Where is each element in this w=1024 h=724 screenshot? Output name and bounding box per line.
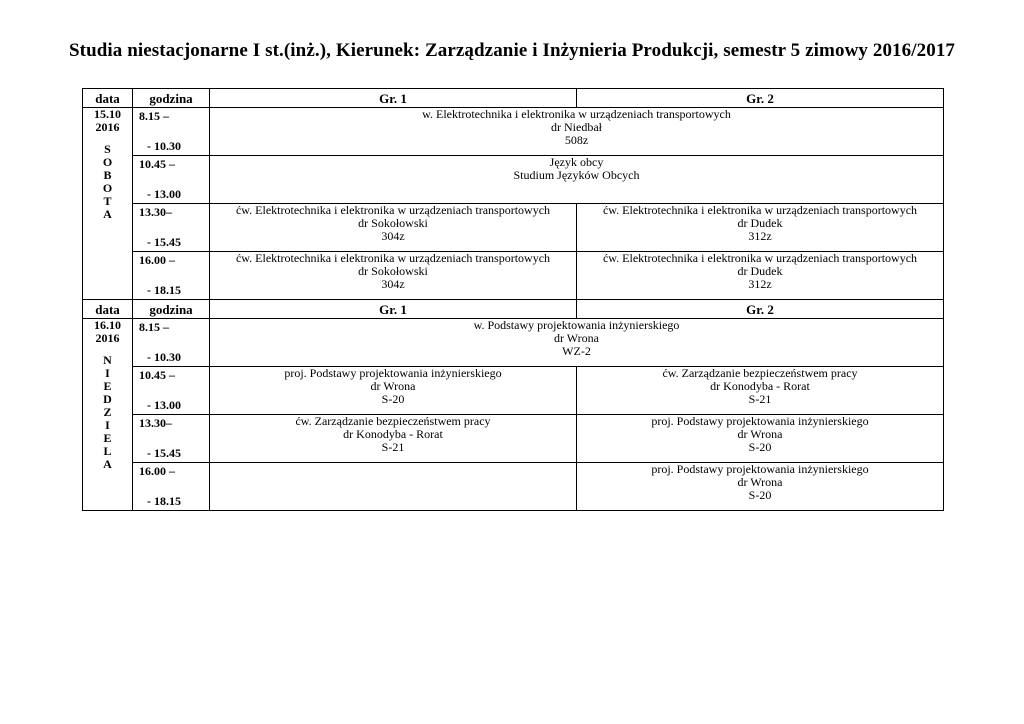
weekday-letter: I: [105, 418, 110, 432]
weekday-vertical: [83, 143, 132, 221]
class-line-1: Studium Języków Obcych: [513, 168, 640, 182]
g2-line-2: 312z: [748, 277, 772, 291]
class-cell-group-1: [210, 415, 577, 463]
header-time: godzina: [133, 89, 210, 108]
g1-line-2: 304z: [381, 277, 405, 291]
g2-line-0: ćw. Zarządzanie bezpieczeństwem pracy: [662, 366, 858, 380]
time-cell: [133, 108, 210, 156]
class-cell-group-2: [577, 204, 944, 252]
time-start: 8.15 –: [139, 320, 169, 334]
weekday-letter: O: [102, 155, 113, 169]
time-start: 13.30–: [139, 205, 172, 219]
date-cell: [83, 108, 133, 300]
g1-line-0: proj. Podstawy projektowania inżynierskiego: [284, 366, 502, 380]
g1-line-1: dr Sokołowski: [358, 264, 428, 278]
g2-line-0: ćw. Elektrotechnika i elektronika w urządzeniach transportowych: [602, 251, 918, 265]
schedule-table: [82, 88, 944, 511]
weekday-letter: A: [103, 207, 112, 221]
weekday-letter: B: [103, 168, 112, 182]
class-cell-group-1: [210, 204, 577, 252]
g1-line-0: ćw. Elektrotechnika i elektronika w urządzeniach transportowych: [235, 203, 551, 217]
class-line-2: WZ-2: [562, 344, 591, 358]
weekday-vertical: [83, 354, 132, 471]
time-end: - 13.00: [147, 398, 181, 412]
table-row: [83, 252, 944, 300]
class-cell-group-1: [210, 367, 577, 415]
time-start: 8.15 –: [139, 109, 169, 123]
header-group-2: Gr. 2: [577, 89, 944, 108]
g1-line-2: S-20: [381, 392, 405, 406]
date-year: 2016: [95, 331, 120, 345]
date-day: 15.10: [94, 107, 121, 121]
time-end: - 10.30: [147, 350, 181, 364]
time-start: 10.45 –: [139, 368, 175, 382]
weekday-letter: E: [103, 431, 112, 445]
time-end: - 13.00: [147, 187, 181, 201]
table-row: [83, 319, 944, 367]
time-start: 16.00 –: [139, 253, 175, 267]
class-cell-both-groups: [210, 156, 944, 204]
g1-line-1: dr Sokołowski: [358, 216, 428, 230]
date-year: 2016: [95, 120, 120, 134]
schedule-body: [83, 89, 944, 511]
weekday-letter: I: [105, 366, 110, 380]
class-cell-group-2: [577, 252, 944, 300]
class-cell-both-groups: [210, 108, 944, 156]
g1-line-1: dr Wrona: [370, 379, 416, 393]
g1-line-2: S-21: [381, 440, 405, 454]
weekday-letter: A: [103, 457, 112, 471]
class-line-0: Język obcy: [549, 155, 604, 169]
header-row: [83, 300, 944, 319]
g2-line-1: dr Dudek: [737, 216, 783, 230]
weekday-letter: N: [103, 353, 112, 367]
class-cell-group-1: [210, 252, 577, 300]
time-cell: [133, 204, 210, 252]
g2-line-2: S-21: [748, 392, 772, 406]
g1-line-2: 304z: [381, 229, 405, 243]
weekday-letter: Z: [103, 405, 112, 419]
g1-line-0: ćw. Zarządzanie bezpieczeństwem pracy: [295, 414, 491, 428]
weekday-letter: O: [102, 181, 113, 195]
g2-line-2: S-20: [748, 488, 772, 502]
page-title: Studia niestacjonarne I st.(inż.), Kierunek: Zarządzanie i Inżynieria Produkcji, semestr 5 zimowy 2016/2017: [68, 40, 956, 61]
time-start: 16.00 –: [139, 464, 175, 478]
time-end: - 15.45: [147, 235, 181, 249]
time-cell: [133, 415, 210, 463]
header-row: [83, 89, 944, 108]
header-group-2: Gr. 2: [577, 300, 944, 319]
time-cell: [133, 252, 210, 300]
header-group-1: Gr. 1: [210, 300, 577, 319]
time-end: - 18.15: [147, 283, 181, 297]
header-group-1: Gr. 1: [210, 89, 577, 108]
time-end: - 15.45: [147, 446, 181, 460]
date-cell: [83, 319, 133, 511]
weekday-letter: L: [103, 444, 112, 458]
g2-line-1: dr Dudek: [737, 264, 783, 278]
class-line-1: dr Wrona: [554, 331, 599, 345]
g2-line-2: S-20: [748, 440, 772, 454]
header-date: data: [83, 89, 133, 108]
g2-line-1: dr Wrona: [737, 427, 783, 441]
time-cell: [133, 156, 210, 204]
class-line-2: [210, 182, 943, 195]
g2-line-0: proj. Podstawy projektowania inżynierskiego: [651, 414, 869, 428]
weekday-letter: E: [103, 379, 112, 393]
date-day: 16.10: [94, 318, 121, 332]
g2-line-1: dr Konodyba - Rorat: [710, 379, 810, 393]
g1-line-0: ćw. Elektrotechnika i elektronika w urządzeniach transportowych: [235, 251, 551, 265]
time-end: - 18.15: [147, 494, 181, 508]
time-cell: [133, 367, 210, 415]
table-row: [83, 108, 944, 156]
g1-line-2: [210, 489, 576, 502]
time-start: 13.30–: [139, 416, 172, 430]
weekday-letter: T: [103, 194, 112, 208]
table-row: [83, 204, 944, 252]
class-line-0: w. Podstawy projektowania inżynierskiego: [473, 318, 680, 332]
table-row: [83, 415, 944, 463]
class-line-2: 508z: [564, 133, 589, 147]
header-time: godzina: [133, 300, 210, 319]
time-end: - 10.30: [147, 139, 181, 153]
time-cell: [133, 463, 210, 511]
class-cell-group-2: [577, 415, 944, 463]
g2-line-0: ćw. Elektrotechnika i elektronika w urządzeniach transportowych: [602, 203, 918, 217]
weekday-letter: D: [103, 392, 112, 406]
g1-line-1: dr Konodyba - Rorat: [343, 427, 443, 441]
header-date: data: [83, 300, 133, 319]
class-cell-group-1: [210, 463, 577, 511]
table-row: [83, 156, 944, 204]
table-row: [83, 463, 944, 511]
time-start: 10.45 –: [139, 157, 175, 171]
g2-line-2: 312z: [748, 229, 772, 243]
class-line-1: dr Niedbał: [551, 120, 602, 134]
class-line-0: w. Elektrotechnika i elektronika w urządzeniach transportowych: [422, 107, 731, 121]
g2-line-1: dr Wrona: [737, 475, 783, 489]
class-cell-group-2: [577, 367, 944, 415]
time-cell: [133, 319, 210, 367]
class-cell-group-2: [577, 463, 944, 511]
table-row: [83, 367, 944, 415]
class-cell-both-groups: [210, 319, 944, 367]
weekday-letter: S: [104, 142, 111, 156]
g2-line-0: proj. Podstawy projektowania inżynierskiego: [651, 462, 869, 476]
